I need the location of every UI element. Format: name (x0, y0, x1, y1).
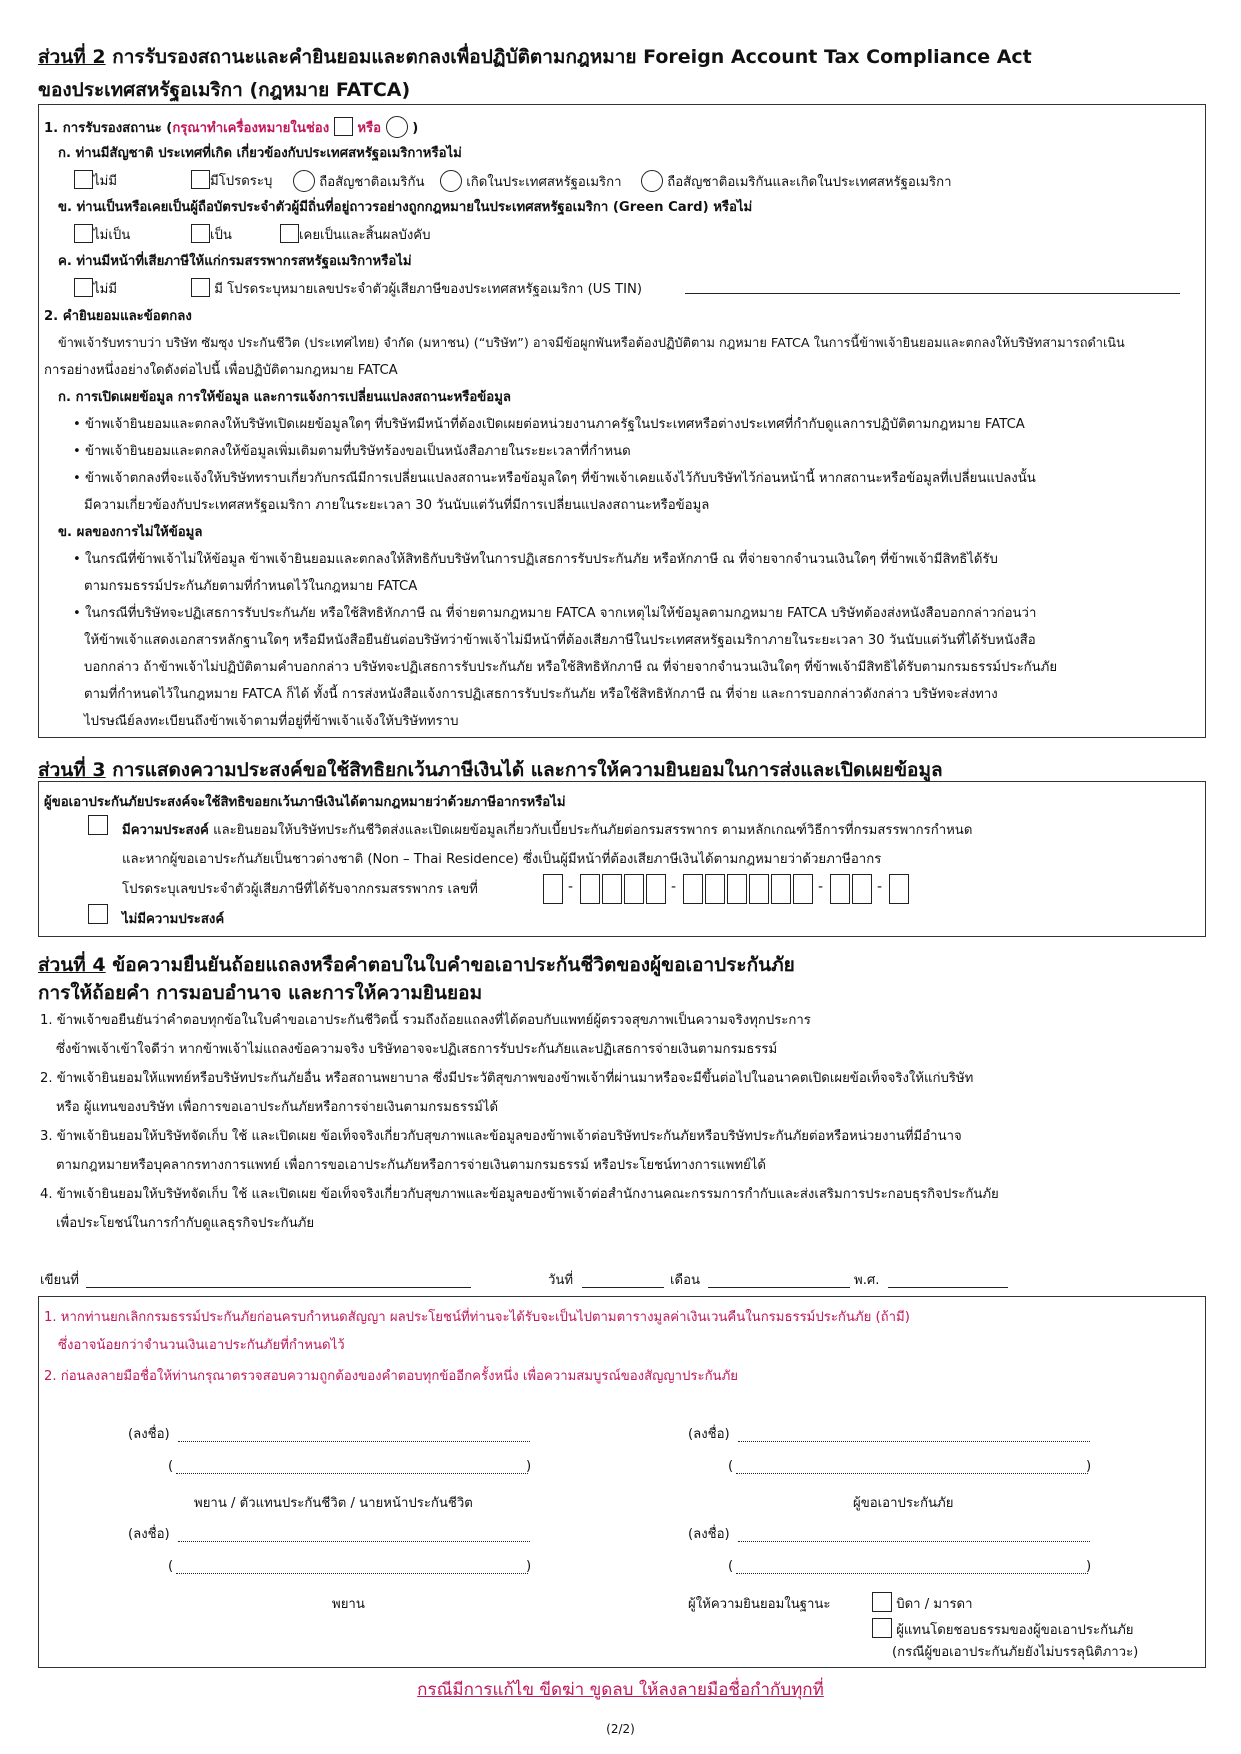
part4-p4-line2: เพื่อประโยชน์ในการกำกับดูแลธุรกิจประกันภัย (56, 1216, 315, 1231)
s2-a-bullet-2: • ข้าพเจ้ายินยอมและตกลงให้ข้อมูลเพิ่มเติมตามที่บริษัทร้องขอเป็นหนังสือภายในระยะเวลาที่กำหนด (73, 444, 631, 459)
paren-close-consenter: ) (1086, 1559, 1092, 1574)
paren-close-agent: ) (526, 1459, 532, 1474)
s2-b-bullet-2-line5: ไปรษณีย์ลงทะเบียนถึงข้าพเจ้าตามที่อยู่ที่ข้าพเจ้าแจ้งให้บริษัททราบ (84, 714, 459, 729)
part4-p3-line1: 3. ข้าพเจ้ายินยอมให้บริษัทจัดเก็บ ใช้ และเปิดเผย ข้อเท็จจริงเกี่ยวกับสุขภาพและข้อมูลของข้าพเจ้าต่อบริษัทประกันภัยหรือบริษัทประกันภัยต่อหรือหน่วยงานที่มีอำนาจ (40, 1129, 962, 1144)
part4-heading-line1: ส่วนที่ 4 ข้อความยืนยันถ้อยแถลงหรือคำตอบในใบคำขอเอาประกันชีวิตของผู้ขอเอาประกันภัย (38, 954, 795, 976)
signature-field-agent[interactable] (178, 1441, 530, 1442)
checkbox-icon[interactable] (280, 224, 299, 243)
part2-heading-line1: ส่วนที่ 2 การรับรองสถานะและคำยินยอมและตกลงเพื่อปฏิบัติตามกฎหมาย Foreign Account Tax Compliance Act (38, 46, 1032, 68)
part4-p1-line1: 1. ข้าพเจ้าขอยืนยันว่าคำตอบทุกข้อในใบคำขอเอาประกันชีวิตนี้ รวมถึงถ้อยแถลงที่ได้ตอบกับแพทย์ผู้ตรวจสุขภาพเป็นความจริงทุกประการ (40, 1013, 811, 1028)
part4-p2-line1: 2. ข้าพเจ้ายินยอมให้แพทย์หรือบริษัทประกันภัยอื่น หรือสถานพยาบาล ซึ่งมีประวัติสุขภาพของข้าพเจ้าที่ผ่านมาหรือจะมีขึ้นต่อไปในอนาคตเปิดเผยข้อเท็จจริงให้แก่บริษัท (40, 1071, 974, 1086)
role-agent: พยาน / ตัวแทนประกันชีวิต / นายหน้าประกันชีวิต (194, 1496, 473, 1511)
question-a-opt-none[interactable]: ไม่มี (74, 170, 117, 191)
consent-as-label: ผู้ให้ความยินยอมในฐานะ (688, 1597, 831, 1612)
s2-b-bullet-2-line4: ตามที่กำหนดไว้ในกฎหมาย FATCA ก็ได้ ทั้งนี้ การส่งหนังสือแจ้งการปฏิเสธการรับประกันภัย หรือใช้สิทธิหักภาษี ณ ที่จ่าย และการบอกกล่าวดังกล่าว บริษัทจะส่งทาง (84, 687, 998, 702)
part2-heading-line2: ของประเทศสหรัฐอเมริกา (กฎหมาย FATCA) (38, 79, 411, 101)
s2-title: 2. คำยินยอมและข้อตกลง (44, 309, 192, 324)
checkbox-icon[interactable] (191, 278, 210, 297)
s2-a-bullet-3-line2: มีความเกี่ยวข้องกับประเทศสหรัฐอเมริกา ภายในระยะเวลา 30 วันนับแต่วันที่มีการเปลี่ยนแปลงสถานะหรือข้อมูล (84, 498, 710, 513)
page-number: (2/2) (606, 1722, 635, 1736)
s2-a-bullet-3-line1: • ข้าพเจ้าตกลงที่จะแจ้งให้บริษัททราบเกี่ยวกับกรณีมีการเปลี่ยนแปลงสถานะหรือข้อมูลใดๆ ที่ข้าพเจ้าเคยแจ้งไว้กับบริษัทไว้ก่อนหน้านี้ หากสถานะหรือข้อมูลที่เปลี่ยนแปลงนั้น (73, 471, 1036, 486)
part4-p4-line1: 4. ข้าพเจ้ายินยอมให้บริษัทจัดเก็บ ใช้ และเปิดเผย ข้อเท็จจริงเกี่ยวกับสุขภาพและข้อมูลของข้าพเจ้าต่อสำนักงานคณะกรรมการกำกับและส่งเสริมการประกอบธุรกิจประกันภัย (40, 1187, 999, 1202)
question-b-opt-no[interactable]: ไม่เป็น (74, 224, 130, 245)
consent-parent-option[interactable]: บิดา / มารดา (872, 1592, 973, 1614)
date-field[interactable] (582, 1287, 664, 1288)
warning-2: 2. ก่อนลงลายมือชื่อให้ท่านกรุณาตรวจสอบความถูกต้องของคำตอบทุกข้ออีกครั้งหนึ่ง เพื่อความสมบูรณ์ของสัญญาประกันภัย (44, 1369, 738, 1384)
part3-box-title: ผู้ขอเอาประกันภัยประสงค์จะใช้สิทธิขอยกเว้นภาษีเงินได้ตามกฎหมายว่าด้วยภาษีอากรหรือไม่ (44, 795, 566, 810)
question-c-opt-no[interactable]: ไม่มี (74, 278, 117, 299)
written-at-field[interactable] (86, 1287, 471, 1288)
checkbox-icon[interactable] (74, 278, 93, 297)
checkbox-icon[interactable] (88, 815, 108, 835)
part3-heading: ส่วนที่ 3 การแสดงความประสงค์ขอใช้สิทธิยกเว้นภาษีเงินได้ และการให้ความยินยอมในการส่งและเปิดเผยข้อมูล (38, 759, 943, 781)
name-field-witness[interactable] (176, 1573, 528, 1574)
part4-p2-line2: หรือ ผู้แทนของบริษัท เพื่อการขอเอาประกันภัยหรือการจ่ายเงินตามกรมธรรม์ได้ (56, 1100, 499, 1115)
radio-icon[interactable] (641, 170, 663, 192)
tax-exempt-yes-checkbox[interactable] (88, 815, 108, 835)
checkbox-icon[interactable] (872, 1592, 892, 1612)
month-label: เดือน (670, 1273, 701, 1288)
part4-heading-line2: การให้ถ้อยคำ การมอบอำนาจ และการให้ความยินยอม (38, 982, 483, 1004)
radio-icon[interactable] (293, 170, 315, 192)
s2-b-title: ข. ผลของการไม่ให้ข้อมูล (58, 525, 203, 540)
s2-b-bullet-2-line1: • ในกรณีที่บริษัทจะปฏิเสธการรับประกันภัย หรือใช้สิทธิหักภาษี ณ ที่จ่ายตามกฎหมาย FATCA จากเหตุไม่ให้ข้อมูลตามกฎหมาย FATCA บริษัทต้องส่งหนังสือบอกกล่าวก่อนว่า (73, 606, 1037, 621)
question-c-opt-yes[interactable]: มี โปรดระบุหมายเลขประจำตัวผู้เสียภาษีของประเทศสหรัฐอเมริกา (US TIN) (191, 278, 642, 299)
signature-field-applicant[interactable] (738, 1441, 1090, 1442)
tax-exempt-no-text: ไม่มีความประสงค์ (122, 912, 225, 927)
s1-title: 1. การรับรองสถานะ (กรุณาทำเครื่องหมายในช่อง หรือ ) (44, 116, 418, 138)
question-a-opt-us-citizen[interactable]: ถือสัญชาติอเมริกัน (293, 170, 425, 192)
sign-label-consenter: (ลงชื่อ) (688, 1527, 730, 1542)
us-tin-field[interactable] (685, 293, 1180, 294)
question-a-opt-both[interactable]: ถือสัญชาติอเมริกันและเกิดในประเทศสหรัฐอเมริกา (641, 170, 952, 192)
consent-guardian-option[interactable]: ผู้แทนโดยชอบธรรมของผู้ขอเอาประกันภัย (872, 1618, 1134, 1640)
tax-exempt-no-checkbox[interactable] (88, 904, 108, 924)
question-b: ข. ท่านเป็นหรือเคยเป็นผู้ถือบัตรประจำตัวผู้มีถิ่นที่อยู่ถาวรอย่างถูกกฎหมายในประเทศสหรัฐอเมริกา (Green Card) หรือไม่ (58, 200, 753, 215)
name-field-applicant[interactable] (736, 1473, 1088, 1474)
s2-intro-2: การอย่างหนึ่งอย่างใดดังต่อไปนี้ เพื่อปฏิบัติตามกฎหมาย FATCA (44, 363, 398, 378)
s2-b-bullet-2-line3: บอกกล่าว ถ้าข้าพเจ้าไม่ปฏิบัติตามคำบอกกล่าว บริษัทจะปฏิเสธการรับประกันภัย หรือใช้สิทธิหักภาษี ณ ที่จ่ายจากจำนวนเงินใดๆ ที่ข้าพเจ้ามีสิทธิได้รับตามกรมธรรม์ประกันภัย (84, 660, 1058, 675)
question-b-opt-expired[interactable]: เคยเป็นและสิ้นผลบังคับ (280, 224, 431, 245)
role-witness: พยาน (332, 1597, 365, 1612)
signature-field-witness[interactable] (178, 1541, 530, 1542)
part4-p1-line2: ซึ่งข้าพเจ้าเข้าใจดีว่า หากข้าพเจ้าไม่แถลงข้อความจริง บริษัทอาจจะปฏิเสธการรับประกันภัยและปฏิเสธการจ่ายเงินตามกรมธรรม์ (56, 1042, 778, 1057)
warning-1-line2: ซึ่งอาจน้อยกว่าจำนวนเงินเอาประกันภัยที่กำหนดไว้ (58, 1338, 345, 1353)
warning-1-line1: 1. หากท่านยกเลิกกรมธรรม์ประกันภัยก่อนครบกำหนดสัญญา ผลประโยชน์ที่ท่านจะได้รับจะเป็นไปตามตารางมูลค่าเงินเวนคืนในกรมธรรม์ประกันภัย (ถ้ามี) (44, 1310, 910, 1325)
paren-open-applicant: ( (728, 1459, 734, 1474)
checkbox-icon[interactable] (74, 224, 93, 243)
paren-close-witness: ) (526, 1559, 532, 1574)
signature-field-consenter[interactable] (738, 1541, 1090, 1542)
sign-label-agent: (ลงชื่อ) (128, 1427, 170, 1442)
question-a-opt-us-born[interactable]: เกิดในประเทศสหรัฐอเมริกา (440, 170, 622, 192)
consent-note: (กรณีผู้ขอเอาประกันภัยยังไม่บรรลุนิติภาวะ) (892, 1645, 1139, 1660)
question-a-opt-specify[interactable]: มีโปรดระบุ (191, 170, 272, 191)
date-label: วันที่ (548, 1273, 574, 1288)
question-a: ก. ท่านมีสัญชาติ ประเทศที่เกิด เกี่ยวข้องกับประเทศสหรัฐอเมริกาหรือไม่ (58, 146, 462, 161)
sign-label-witness: (ลงชื่อ) (128, 1527, 170, 1542)
paren-close-applicant: ) (1086, 1459, 1092, 1474)
question-b-opt-yes[interactable]: เป็น (191, 224, 232, 245)
s2-a-bullet-1: • ข้าพเจ้ายินยอมและตกลงให้บริษัทเปิดเผยข้อมูลใดๆ ที่บริษัทมีหน้าที่ต้องเปิดเผยต่อหน่วยงานภาครัฐในประเทศหรือต่างประเทศที่กำกับดูแลการปฏิบัติตามกฎหมาย FATCA (73, 417, 1025, 432)
sample-radio-icon (386, 116, 408, 138)
question-c: ค. ท่านมีหน้าที่เสียภาษีให้แก่กรมสรรพากรสหรัฐอเมริกาหรือไม่ (58, 254, 412, 269)
s2-a-title: ก. การเปิดเผยข้อมูล การให้ข้อมูล และการแจ้งการเปลี่ยนแปลงสถานะหรือข้อมูล (58, 390, 511, 405)
s2-intro-1: ข้าพเจ้ารับทราบว่า บริษัท ซัมซุง ประกันชีวิต (ประเทศไทย) จำกัด (มหาชน) (“บริษัท”) อาจมีข้อผูกพันหรือต้องปฏิบัติตาม กฎหมาย FATCA ในการนี้ข้าพเจ้ายินยอมและตกลงให้บริษัทสามารถดำเนิน (58, 336, 1125, 351)
checkbox-icon[interactable] (88, 904, 108, 924)
tax-exempt-yes-line2: และหากผู้ขอเอาประกันภัยเป็นชาวต่างชาติ (Non – Thai Residence) ซึ่งเป็นผู้มีหน้าที่ต้องเสียภาษีเงินได้ตามกฎหมายว่าด้วยภาษีอากร (122, 852, 882, 867)
month-field[interactable] (708, 1287, 850, 1288)
correction-note: กรณีมีการแก้ไข ขีดฆ่า ขูดลบ ให้ลงลายมือชื่อกำกับทุกที่ (417, 1680, 824, 1700)
checkbox-icon[interactable] (191, 170, 210, 189)
checkbox-icon[interactable] (74, 170, 93, 189)
year-field[interactable] (888, 1287, 1008, 1288)
tax-id-label: โปรดระบุเลขประจำตัวผู้เสียภาษีที่ได้รับจากกรมสรรพากร เลขที่ (122, 882, 478, 897)
radio-icon[interactable] (440, 170, 462, 192)
name-field-consenter[interactable] (736, 1573, 1088, 1574)
s2-b-bullet-1-line2: ตามกรมธรรม์ประกันภัยตามที่กำหนดไว้ในกฎหมาย FATCA (84, 579, 418, 594)
s2-b-bullet-2-line2: ให้ข้าพเจ้าแสดงเอกสารหลักฐานใดๆ หรือมีหนังสือยืนยันต่อบริษัทว่าข้าพเจ้าไม่มีหน้าที่ต้องเสียภาษีในประเทศสหรัฐอเมริกาภายในระยะเวลา 30 วันนับแต่วันที่ได้รับหนังสือ (84, 633, 1036, 648)
paren-open-agent: ( (168, 1459, 174, 1474)
s2-b-bullet-1-line1: • ในกรณีที่ข้าพเจ้าไม่ให้ข้อมูล ข้าพเจ้ายินยอมและตกลงให้สิทธิกับบริษัทในการปฏิเสธการรับประกันภัย หรือหักภาษี ณ ที่จ่ายจากจำนวนเงินใดๆ ที่ข้าพเจ้ามีสิทธิได้รับ (73, 552, 998, 567)
part4-p3-line2: ตามกฎหมายหรือบุคลากรทางการแพทย์ เพื่อการขอเอาประกันภัยหรือการจ่ายเงินตามกรมธรรม์ หรือประโยชน์ทางการแพทย์ได้ (56, 1158, 766, 1173)
paren-open-consenter: ( (728, 1559, 734, 1574)
name-field-agent[interactable] (176, 1473, 528, 1474)
tax-exempt-yes-text: มีความประสงค์ และยินยอมให้บริษัทประกันชีวิตส่งและเปิดเผยข้อมูลเกี่ยวกับเบี้ยประกันภัยต่อกรมสรรพากร ตามหลักเกณฑ์วิธีการที่กรมสรรพากรกำหนด (122, 823, 973, 838)
written-at-label: เขียนที่ (40, 1273, 79, 1288)
paren-open-witness: ( (168, 1559, 174, 1574)
checkbox-icon[interactable] (872, 1618, 892, 1638)
role-applicant: ผู้ขอเอาประกันภัย (853, 1496, 954, 1511)
sample-checkbox-icon (334, 117, 353, 136)
sign-label-applicant: (ลงชื่อ) (688, 1427, 730, 1442)
checkbox-icon[interactable] (191, 224, 210, 243)
year-label: พ.ศ. (854, 1273, 880, 1288)
